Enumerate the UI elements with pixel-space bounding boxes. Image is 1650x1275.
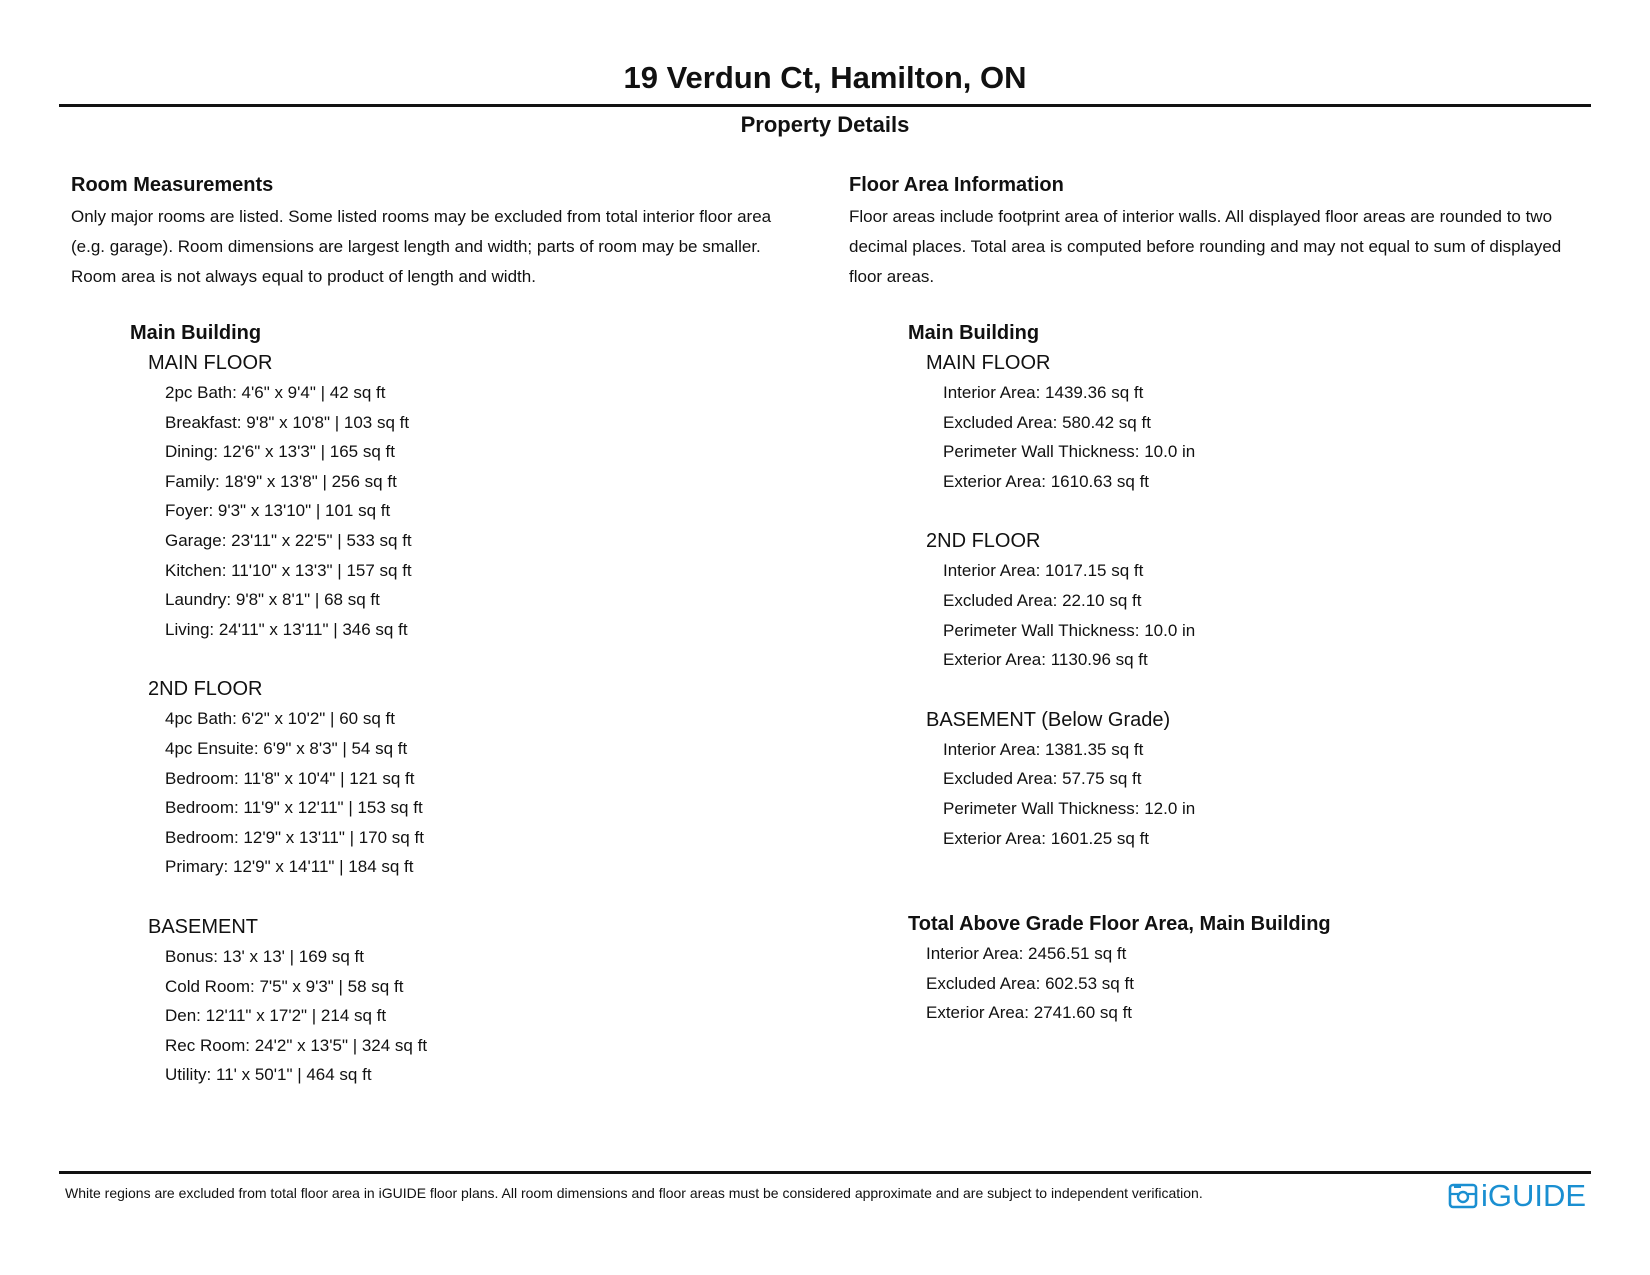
description-line: Only major rooms are listed. Some listed rooms may be excluded from total interior floor area <box>71 207 772 226</box>
area-row: Excluded Area: 22.10 sq ft <box>943 590 1142 610</box>
floor-main <box>148 348 816 644</box>
area-row: Interior Area: 2456.51 sq ft <box>926 944 1127 964</box>
floor-area-title: Floor Area Information <box>849 174 1064 196</box>
floor-main <box>926 348 1609 496</box>
room-row: Foyer: 9'3" x 13'10" | 101 sq ft <box>165 501 391 521</box>
description-line: Room area is not always equal to product of length and width. <box>71 267 536 286</box>
page-subtitle: Property Details <box>740 112 910 137</box>
area-row: Interior Area: 1381.35 sq ft <box>943 739 1144 759</box>
floor-name: MAIN FLOOR <box>148 352 273 374</box>
area-row: Exterior Area: 1610.63 sq ft <box>943 471 1150 491</box>
room-row: Den: 12'11" x 17'2" | 214 sq ft <box>165 1006 387 1026</box>
description-line: Floor areas include footprint area of interior walls. All displayed floor areas are rounded to two <box>849 207 1553 226</box>
room-row: Bedroom: 12'9" x 13'11" | 170 sq ft <box>165 827 424 847</box>
page-title: 19 Verdun Ct, Hamilton, ON <box>623 60 1027 95</box>
area-row: Interior Area: 1017.15 sq ft <box>943 561 1144 581</box>
footer-disclaimer: White regions are excluded from total floor area in iGUIDE floor plans. All room dimensions and floor areas must be considered approximate and are subject to independent verification. <box>65 1185 1203 1201</box>
building-title: Main Building <box>130 322 262 344</box>
area-row: Excluded Area: 580.42 sq ft <box>943 412 1151 432</box>
room-row: Cold Room: 7'5" x 9'3" | 58 sq ft <box>165 976 404 996</box>
total-area-block <box>908 909 1609 1028</box>
room-row: Dining: 12'6" x 13'3" | 165 sq ft <box>165 442 395 462</box>
room-row: Bedroom: 11'8" x 10'4" | 121 sq ft <box>165 768 415 788</box>
room-row: Bonus: 13' x 13' | 169 sq ft <box>165 946 364 966</box>
description-line: floor areas. <box>849 267 935 286</box>
room-row: Living: 24'11" x 13'11" | 346 sq ft <box>165 619 408 639</box>
header-divider <box>59 104 1591 107</box>
footer-divider <box>59 1171 1591 1174</box>
total-area-title: Total Above Grade Floor Area, Main Building <box>908 913 1331 936</box>
room-row: Breakfast: 9'8" x 10'8" | 103 sq ft <box>165 412 410 432</box>
floor-name: 2ND FLOOR <box>926 530 1041 553</box>
description-line: (e.g. garage). Room dimensions are largest length and width; parts of room may be smaller. <box>71 237 761 256</box>
room-row: 4pc Bath: 6'2" x 10'2" | 60 sq ft <box>165 709 395 729</box>
room-row: Garage: 23'11" x 22'5" | 533 sq ft <box>165 530 412 550</box>
room-row: 4pc Ensuite: 6'9" x 8'3" | 54 sq ft <box>165 738 408 758</box>
floor-area-section <box>849 172 1609 1028</box>
floor-basement <box>148 912 816 1090</box>
building-block <box>908 318 1609 853</box>
area-row: Excluded Area: 57.75 sq ft <box>943 769 1142 789</box>
floor-basement <box>926 705 1609 853</box>
room-row: Primary: 12'9" x 14'11" | 184 sq ft <box>165 857 414 877</box>
building-title: Main Building <box>908 322 1040 344</box>
area-row: Perimeter Wall Thickness: 10.0 in <box>943 442 1196 462</box>
room-row: Utility: 11' x 50'1" | 464 sq ft <box>165 1065 372 1085</box>
area-row: Excluded Area: 602.53 sq ft <box>926 973 1134 993</box>
area-row: Exterior Area: 2741.60 sq ft <box>926 1003 1133 1023</box>
area-row: Interior Area: 1439.36 sq ft <box>943 383 1144 402</box>
room-row: Family: 18'9" x 13'8" | 256 sq ft <box>165 471 397 491</box>
building-block <box>130 318 816 1090</box>
area-row: Perimeter Wall Thickness: 12.0 in <box>943 798 1196 818</box>
room-row: Bedroom: 11'9" x 12'11" | 153 sq ft <box>165 798 423 818</box>
room-row: Kitchen: 11'10" x 13'3" | 157 sq ft <box>165 560 412 580</box>
floor-second <box>148 674 816 882</box>
room-row: Rec Room: 24'2" x 13'5" | 324 sq ft <box>165 1035 428 1055</box>
iguide-logo <box>1448 1180 1586 1212</box>
description-line: decimal places. Total area is computed before rounding and may not equal to sum of displayed <box>849 237 1562 256</box>
area-row: Exterior Area: 1601.25 sq ft <box>943 828 1150 848</box>
floor-name: 2ND FLOOR <box>148 678 263 701</box>
floor-second <box>926 526 1609 674</box>
floor-name: MAIN FLOOR <box>926 352 1051 374</box>
area-row: Exterior Area: 1130.96 sq ft <box>943 650 1148 670</box>
room-measurements-description <box>71 202 816 292</box>
floor-name: BASEMENT <box>148 915 259 938</box>
room-row: Laundry: 9'8" x 8'1" | 68 sq ft <box>165 590 380 610</box>
room-measurements-title: Room Measurements <box>71 174 274 196</box>
floor-area-description <box>849 202 1609 292</box>
area-row: Perimeter Wall Thickness: 10.0 in <box>943 620 1196 640</box>
room-row: 2pc Bath: 4'6" x 9'4" | 42 sq ft <box>165 383 386 402</box>
logo-text: iGUIDE <box>1481 1178 1587 1213</box>
room-measurements-section <box>71 172 816 1090</box>
floor-name: BASEMENT (Below Grade) <box>926 708 1171 731</box>
camera-icon <box>1448 1182 1478 1210</box>
